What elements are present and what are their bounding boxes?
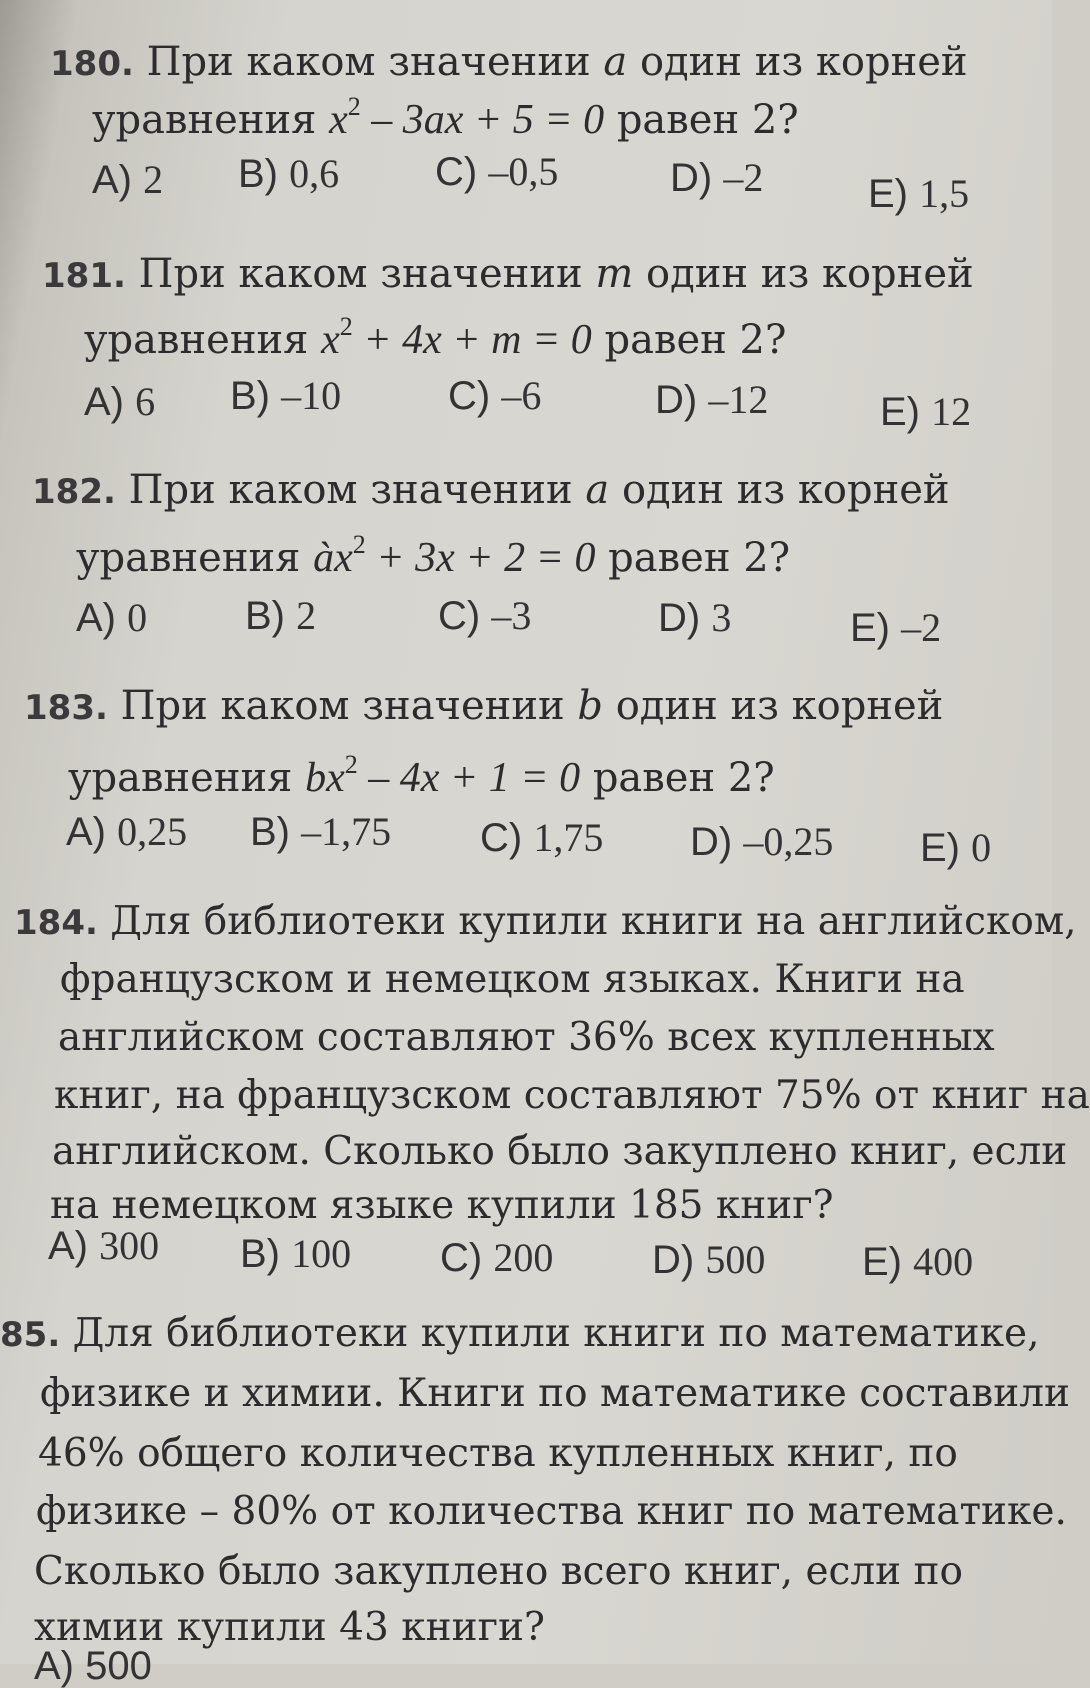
answer-e: E) –2 — [850, 605, 942, 650]
problem-text-line: химии купили 43 книги? — [34, 1605, 545, 1650]
problem-number: 182. — [32, 472, 116, 512]
equation-prefix: уравнения — [92, 97, 317, 143]
problem-question-line1 — [42, 252, 974, 298]
equation-rest: + 4x + m = 0 — [352, 317, 592, 363]
question-text-tail: один из корней — [621, 467, 950, 513]
problem-question-line1 — [24, 684, 943, 730]
answer-d: D) –0,25 — [690, 819, 834, 864]
equation-base: bx — [305, 755, 345, 801]
answer-d: D) 500 — [652, 1237, 766, 1282]
question-text-tail: один из корней — [615, 683, 944, 729]
answer-b: B) 0,6 — [238, 151, 340, 196]
equation-prefix: уравнения — [76, 535, 301, 581]
problem-text-line: французском и немецком языках. Книги на — [60, 957, 965, 1002]
equation-base: àx — [313, 535, 353, 581]
answer-e: E) 1,5 — [868, 171, 970, 216]
answer-e: E) 0 — [920, 825, 992, 870]
problem-number: 184. — [14, 903, 98, 943]
variable: a — [603, 39, 628, 85]
problem-text-line: Сколько было закуплено всего книг, если по — [34, 1549, 964, 1594]
answer-b: B) 2 — [245, 593, 317, 638]
problem-number: 85. — [0, 1315, 61, 1355]
equation-rest: – 4x + 1 = 0 — [357, 755, 581, 801]
answer-b: B) –10 — [230, 373, 342, 418]
answer-c: C) 200 — [440, 1235, 554, 1280]
problem-text-line — [0, 1312, 1040, 1357]
equation-rest: – 3ax + 5 = 0 — [360, 97, 605, 143]
equation-suffix: равен 2? — [616, 97, 799, 143]
answer-a: A) 0 — [76, 595, 148, 640]
problem-text-line: физике и химии. Книги по математике составили — [40, 1371, 1070, 1416]
problem-text: Для библиотеки купили книги на английском, — [110, 899, 1077, 944]
problem-text-line: книг, на французском составляют 75% от книг на — [54, 1073, 1090, 1118]
variable: m — [595, 251, 634, 297]
question-text-tail: один из корней — [639, 39, 968, 85]
problem-question-line1 — [32, 468, 950, 514]
variable: a — [585, 467, 610, 513]
problem-text-line: английском составляют 36% всех купленных — [58, 1015, 995, 1060]
problem-text-line — [14, 900, 1077, 945]
answer-a: A) 300 — [48, 1223, 160, 1268]
problem-text: Для библиотеки купили книги по математике, — [72, 1311, 1040, 1356]
answer-c: C) –0,5 — [435, 149, 559, 194]
equation — [313, 530, 596, 581]
problem-question-line2 — [68, 750, 775, 801]
equation-base: x — [321, 317, 340, 363]
equation-prefix: уравнения — [68, 755, 293, 801]
equation-prefix: уравнения — [84, 317, 309, 363]
question-text: При каком значении — [128, 467, 573, 513]
equation — [321, 312, 592, 363]
problem-question-line2 — [84, 312, 787, 363]
answer-a-partial: A) 500 — [34, 1644, 152, 1688]
question-text-tail: один из корней — [646, 251, 974, 297]
question-text: При каком значении — [138, 251, 583, 297]
equation-suffix: равен 2? — [592, 755, 775, 801]
answer-b: B) –1,75 — [250, 809, 392, 854]
answer-c: C) 1,75 — [480, 815, 604, 860]
equation-base: x — [329, 97, 348, 143]
problem-text-line: физике – 80% от количества книг по математике. — [36, 1489, 1067, 1534]
answer-c: C) –3 — [438, 593, 532, 638]
equation-exponent: 2 — [352, 530, 366, 559]
answer-d: D) 3 — [658, 595, 732, 640]
question-text: При каком значении — [120, 683, 565, 729]
equation-exponent: 2 — [344, 750, 358, 779]
answer-d: D) –2 — [670, 155, 764, 200]
answer-e: E) 400 — [862, 1239, 974, 1284]
answer-a: A) 0,25 — [66, 809, 188, 854]
answer-a: A) 6 — [84, 379, 156, 424]
equation — [305, 750, 581, 801]
problem-text-line: английском. Сколько было закуплено книг, если — [52, 1129, 1068, 1174]
answer-c: C) –6 — [448, 373, 542, 418]
problem-text-line: на немецком языке купили 185 книг? — [50, 1183, 834, 1228]
answer-e: E) 12 — [880, 389, 972, 434]
equation-exponent: 2 — [347, 92, 361, 121]
problem-number: 183. — [24, 688, 108, 728]
problem-number: 181. — [42, 256, 126, 296]
equation — [329, 92, 605, 143]
answer-d: D) –12 — [655, 377, 769, 422]
problem-text-line: 46% общего количества купленных книг, по — [38, 1431, 958, 1476]
equation-exponent: 2 — [339, 312, 353, 341]
problem-question-line1 — [50, 40, 968, 86]
variable: b — [577, 683, 603, 729]
equation-rest: + 3x + 2 = 0 — [365, 535, 596, 581]
equation-suffix: равен 2? — [608, 535, 791, 581]
answer-a: A) 2 — [92, 157, 164, 202]
problem-question-line2 — [76, 530, 791, 581]
question-text: При каком значении — [146, 39, 591, 85]
problem-number: 180. — [50, 44, 134, 84]
problem-question-line2 — [92, 92, 799, 143]
equation-suffix: равен 2? — [604, 317, 787, 363]
answer-b: B) 100 — [240, 1231, 352, 1276]
